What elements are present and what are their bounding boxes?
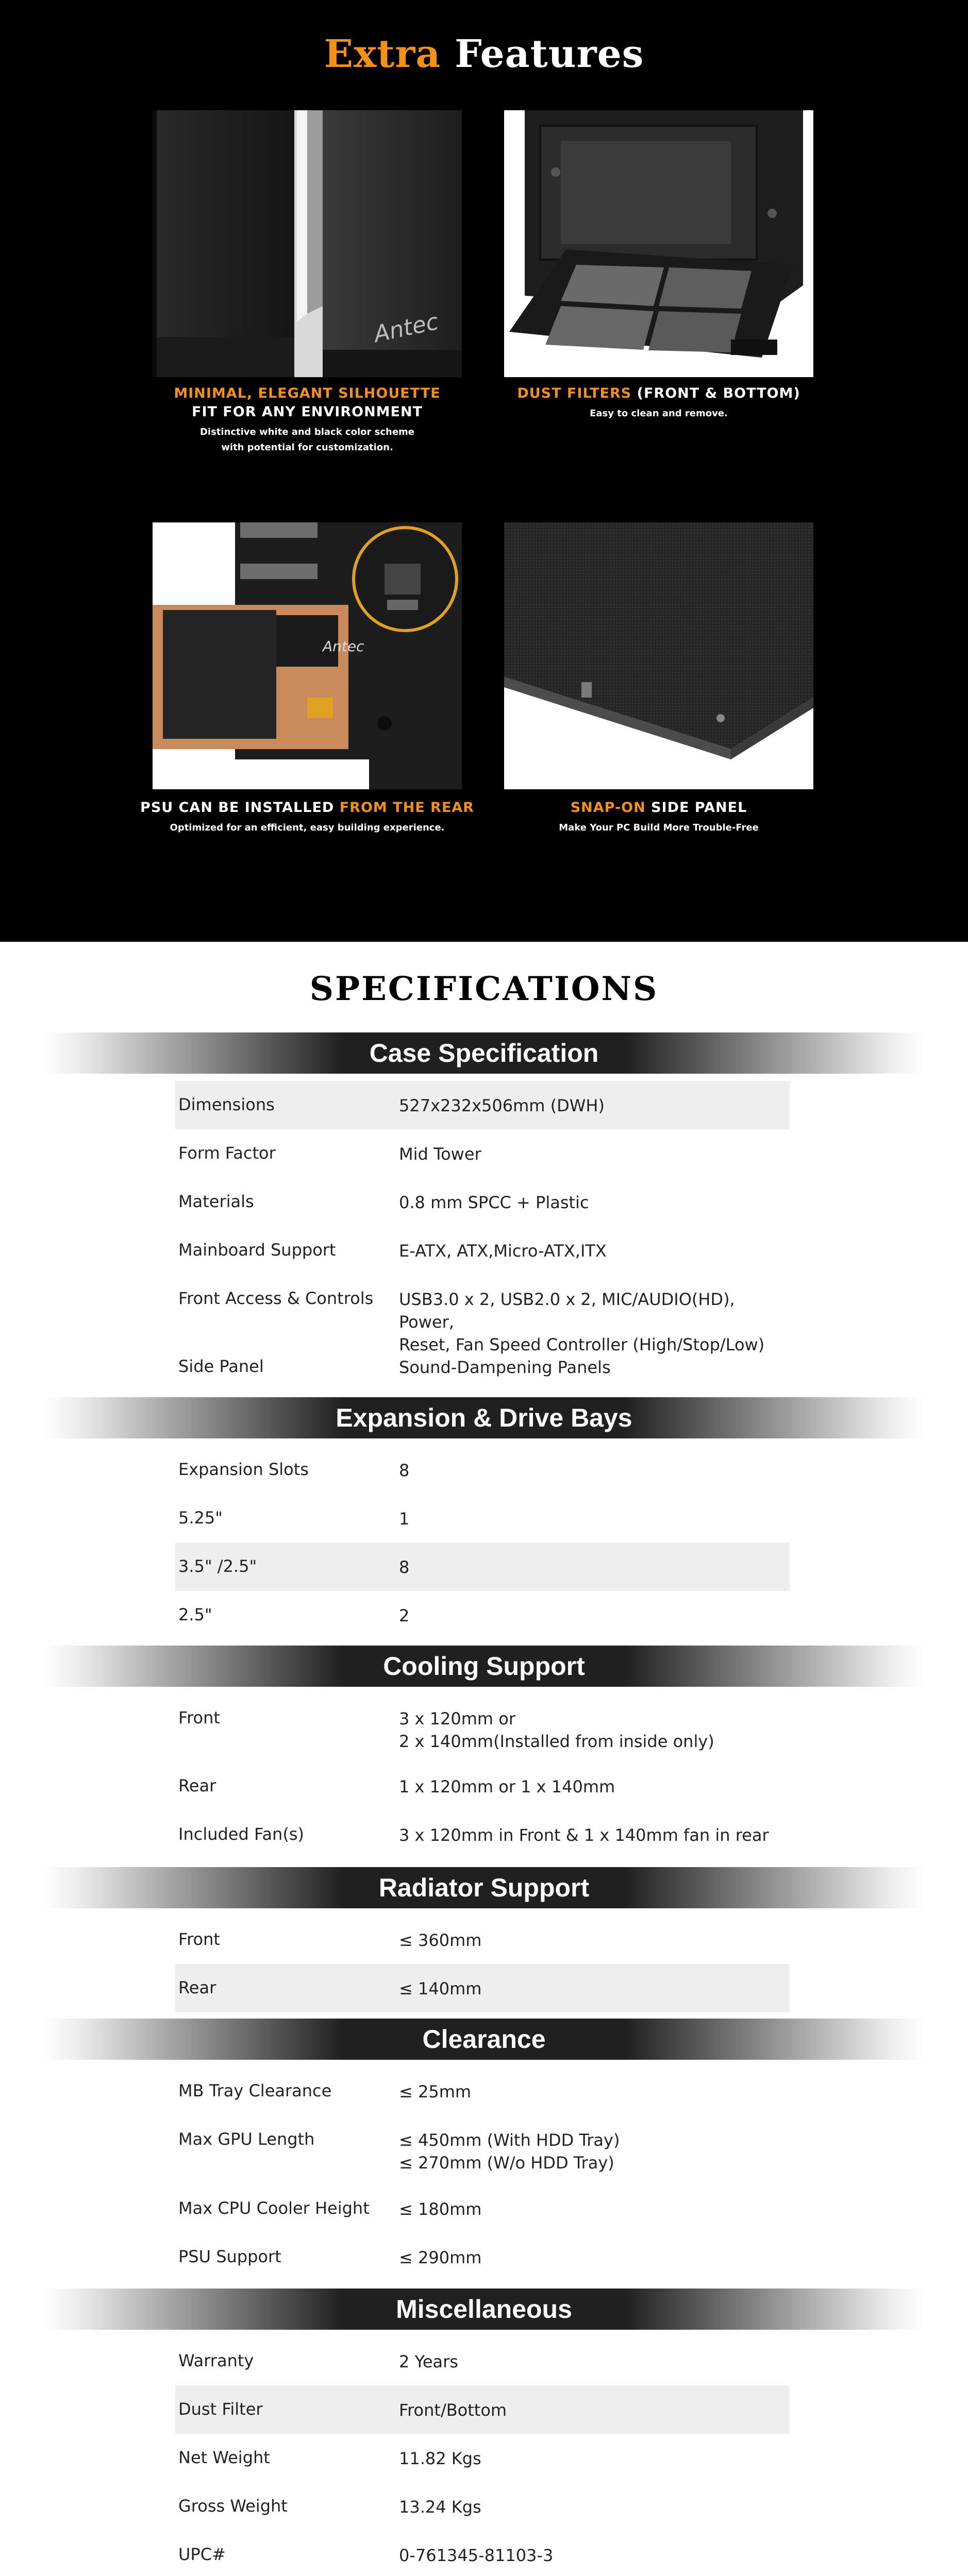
spec-label: Mainboard Support [178,1240,336,1260]
spec-value: 1 x 120mm or 1 x 140mm [399,1777,615,1797]
spec-value: 3 x 120mm or 2 x 140mm(Installed from inside only) [399,1709,714,1751]
spec-row [175,1343,790,1391]
section-header-clearance: Clearance [43,2019,925,2060]
spec-row [175,2337,790,2385]
spec-value: 13.24 Kgs [399,2497,481,2517]
spec-label: Max GPU Length [178,2129,315,2149]
spec-row [175,1081,790,1129]
spec-label: 3.5" /2.5" [178,1556,257,1576]
spec-row [175,2385,790,2434]
section-header-miscellaneous: Miscellaneous [43,2289,925,2330]
spec-row [175,1964,790,2012]
feature-caption-dust-filters: DUST FILTERS (FRONT & BOTTOM) Easy to clean and remove. [517,385,800,419]
dust-filters-image [504,110,813,377]
spec-value: 0.8 mm SPCC + Plastic [399,1193,589,1212]
spec-value: 1 [399,1509,410,1529]
spec-row [175,1446,790,1494]
spec-value: ≤ 450mm (With HDD Tray) ≤ 270mm (W/o HDD Tray) [399,2130,620,2173]
spec-label: Front [178,1708,220,1727]
specifications-title: SPECIFICATIONS [309,970,659,1008]
spec-row [175,1916,790,1964]
section-header-case-specification: Case Specification [43,1032,925,1074]
spec-row [175,2531,790,2576]
spec-row [175,2067,790,2115]
spec-label: Gross Weight [178,2496,288,2516]
spec-value: ≤ 180mm [399,2199,482,2219]
spec-label: Expansion Slots [178,1460,309,1479]
dust-filters-illustration [504,110,813,377]
antec-logo: Antec [371,308,441,348]
spec-label: 2.5" [178,1605,212,1624]
spec-row [175,1494,790,1543]
spec-value: Front/Bottom [399,2400,507,2420]
spec-label: Materials [178,1192,254,1211]
spec-row [175,1591,790,1639]
feature-caption-side-panel: SNAP-ON SIDE PANEL Make Your PC Build More Trouble-Free [559,800,759,833]
side-panel-image [504,522,813,789]
spec-label: Dimensions [178,1095,275,1114]
extra-features-title: Extra Features [324,32,644,76]
spec-label: UPC# [178,2545,226,2564]
antec-logo: Antec [323,638,364,655]
side-panel-illustration [504,522,813,789]
spec-value: 3 x 120mm in Front & 1 x 140mm fan in rear [399,1825,769,1845]
psu-rear-image [153,522,462,789]
spec-row [175,1694,790,1766]
spec-row [175,1543,790,1591]
spec-row [175,2115,790,2188]
case-silhouette-illustration [153,110,462,377]
spec-label: Front [178,1929,220,1949]
spec-row [175,2233,790,2281]
section-header-cooling-support: Cooling Support [43,1646,925,1687]
spec-label: Form Factor [178,1143,276,1163]
spec-label: Max CPU Cooler Height [178,2198,370,2218]
spec-value: ≤ 25mm [399,2082,472,2102]
spec-value: USB3.0 x 2, USB2.0 x 2, MIC/AUDIO(HD), Power, Reset, Fan Speed Controller (High/Stop/Low) [399,1290,765,1354]
spec-row [175,1178,790,1226]
spec-row [175,1810,790,1859]
spec-row [175,2184,790,2233]
spec-value: 2 Years [399,2352,458,2371]
psu-rear-illustration [153,522,462,789]
feature-caption-silhouette: MINIMAL, ELEGANT SILHOUETTE FIT FOR ANY ENVIRONMENT Distinctive white and black color scheme with potential for customization. [174,385,441,453]
spec-value: ≤ 360mm [399,1930,482,1950]
spec-label: MB Tray Clearance [178,2081,332,2100]
spec-value: 8 [399,1461,410,1480]
spec-label: Warranty [178,2351,254,2370]
section-header-radiator-support: Radiator Support [43,1867,925,1908]
spec-row [175,1762,790,1810]
feature-caption-psu-rear: PSU CAN BE INSTALLED FROM THE REAR Optimized for an efficient, easy building experience. [140,800,474,833]
spec-row [175,1226,790,1275]
case-silhouette-image [153,110,462,377]
spec-value: E-ATX, ATX,Micro-ATX,ITX [399,1241,607,1261]
spec-value: 0-761345-81103-3 [399,2546,554,2565]
spec-value: 2 [399,1606,410,1625]
spec-value: Sound-Dampening Panels [399,1358,611,1377]
extra-features-section [0,0,968,942]
section-header-expansion-drive-bays: Expansion & Drive Bays [43,1397,925,1438]
spec-row [175,2482,790,2531]
spec-value: 527x232x506mm (DWH) [399,1096,605,1115]
spec-row [175,2434,790,2482]
spec-value: Mid Tower [399,1144,481,1164]
spec-label: Side Panel [178,1357,264,1376]
spec-value: 8 [399,1557,410,1577]
spec-label: Rear [178,1776,216,1795]
spec-label: Included Fan(s) [178,1824,304,1844]
spec-label: Net Weight [178,2448,270,2467]
spec-row [175,1129,790,1178]
spec-value: ≤ 290mm [399,2248,482,2267]
spec-label: Front Access & Controls [178,1289,374,1308]
spec-label: Rear [178,1978,216,1997]
spec-label: 5.25" [178,1508,223,1528]
spec-row [175,1275,790,1354]
spec-label: PSU Support [178,2247,281,2266]
spec-label: Dust Filter [178,2399,263,2419]
spec-value: ≤ 140mm [399,1979,482,1998]
spec-value: 11.82 Kgs [399,2449,481,2468]
